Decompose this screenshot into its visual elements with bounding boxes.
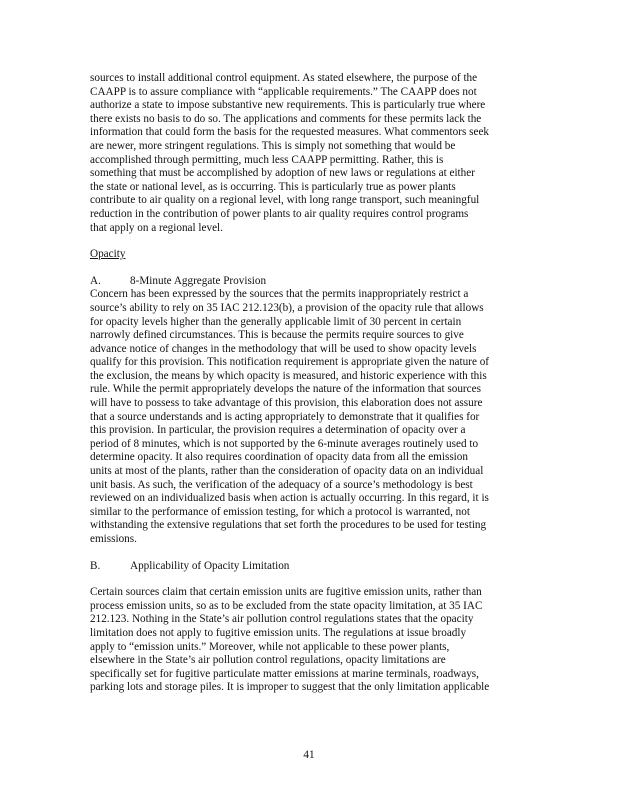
text-line: emissions. [90, 533, 137, 545]
subsection-a-label: A. [90, 274, 101, 287]
text-line: contribute to air quality on a regional level, with long range transport, such meaningful [90, 194, 480, 207]
text-line: narrowly defined circumstances. This is because the permits require sources to give [90, 329, 464, 342]
text-line: withstanding the extensive regulations that set forth the procedures to be used for testing [90, 519, 487, 532]
text-line: something that must be accomplished by adoption of new laws or regulations at either [90, 167, 475, 180]
text-line: CAAPP is to assure compliance with “applicable requirements.” The CAAPP does not [90, 85, 477, 98]
text-line: specifically set for fugitive particulate matter emissions at marine terminals, roadways, [90, 667, 479, 680]
section-heading-opacity: Opacity [90, 248, 126, 261]
text-line: the state or national level, as is occurring. This is particularly true as power plants [90, 180, 456, 193]
text-line: there exists no basis to do so. The applications and comments for these permits lack the [90, 112, 482, 125]
subsection-b-heading [90, 560, 582, 574]
text-line: reduction in the contribution of power plants to air quality requires control programs [90, 207, 469, 220]
subsection-b-title: Applicability of Opacity Limitation [130, 559, 290, 572]
text-line: units at most of the plants, rather than the consideration of opacity data on an individual [90, 465, 484, 478]
subsection-b-label: B. [90, 559, 101, 572]
text-line: apply to “emission units.” Moreover, while not applicable to these power plants, [90, 640, 450, 653]
text-line: will have to possess to take advantage of this provision, this elaboration does not assure [90, 397, 483, 410]
document-page [90, 72, 582, 695]
text-line: elsewhere in the State’s air pollution control regulations, opacity limitations are [90, 654, 446, 667]
text-line: reviewed on an individualized basis when action is actually occurring. In this regard, it is [90, 492, 489, 505]
text-line: sources to install additional control equipment. As stated elsewhere, the purpose of the [90, 72, 478, 84]
text-line: unit basis. As such, the verification of the adequacy of a source’s methodology is best [90, 478, 473, 491]
text-line: parking lots and storage piles. It is improper to suggest that the only limitation applicable [90, 681, 490, 694]
text-line: authorize a state to impose substantive new requirements. This is particularly true where [90, 99, 486, 112]
subsection-a-title: 8-Minute Aggregate Provision [130, 274, 267, 287]
text-line: Certain sources claim that certain emission units are fugitive emission units, rather than [90, 586, 482, 599]
subsection-b-paragraph [90, 586, 582, 695]
text-line: are newer, more stringent regulations. This is simply not something that would be [90, 139, 456, 152]
text-line: qualify for this provision. This notification requirement is appropriate given the nature of [90, 356, 490, 369]
text-line: for opacity levels higher than the generally applicable limit of 30 percent in certain [90, 315, 462, 328]
text-line: information that could form the basis for the requested measures. What commentors seek [90, 126, 490, 139]
text-line: rule. While the permit appropriately develops the nature of the information that sources [90, 383, 481, 396]
text-line: source’s ability to rely on 35 IAC 212.123(b), a provision of the opacity rule that allows [90, 301, 484, 314]
page-number: 41 [303, 749, 315, 761]
text-line: the exclusion, the means by which opacity is measured, and historic experience with this [90, 369, 487, 382]
text-line: advance notice of changes in the methodology that will be used to show opacity levels [90, 342, 477, 355]
text-line: Concern has been expressed by the sources that the permits inappropriately restrict a [90, 288, 469, 301]
intro-paragraph [90, 72, 582, 235]
text-line: similar to the performance of emission testing, for which a protocol is warranted, not [90, 505, 470, 518]
text-line: period of 8 minutes, which is not supported by the 6-minute averages routinely used to [90, 437, 479, 450]
subsection-a-heading [90, 275, 582, 289]
text-line: 212.123. Nothing in the State’s air pollution control regulations states that the opacity [90, 613, 474, 626]
text-line: accomplished through permitting, much less CAAPP permitting. Rather, this is [90, 153, 444, 166]
text-line: limitation does not apply to fugitive emission units. The regulations at issue broadly [90, 626, 467, 639]
text-line: process emission units, so as to be excluded from the state opacity limitation, at 35 IAC [90, 599, 483, 612]
subsection-a-paragraph [90, 288, 582, 546]
text-line: that apply on a regional level. [90, 221, 223, 234]
text-line: that a source understands and is acting appropriately to demonstrate that it qualifies for [90, 410, 480, 423]
text-line: determine opacity. It also requires coordination of opacity data from all the emission [90, 451, 468, 464]
text-line: this provision. In particular, the provision requires a determination of opacity over a [90, 424, 466, 437]
